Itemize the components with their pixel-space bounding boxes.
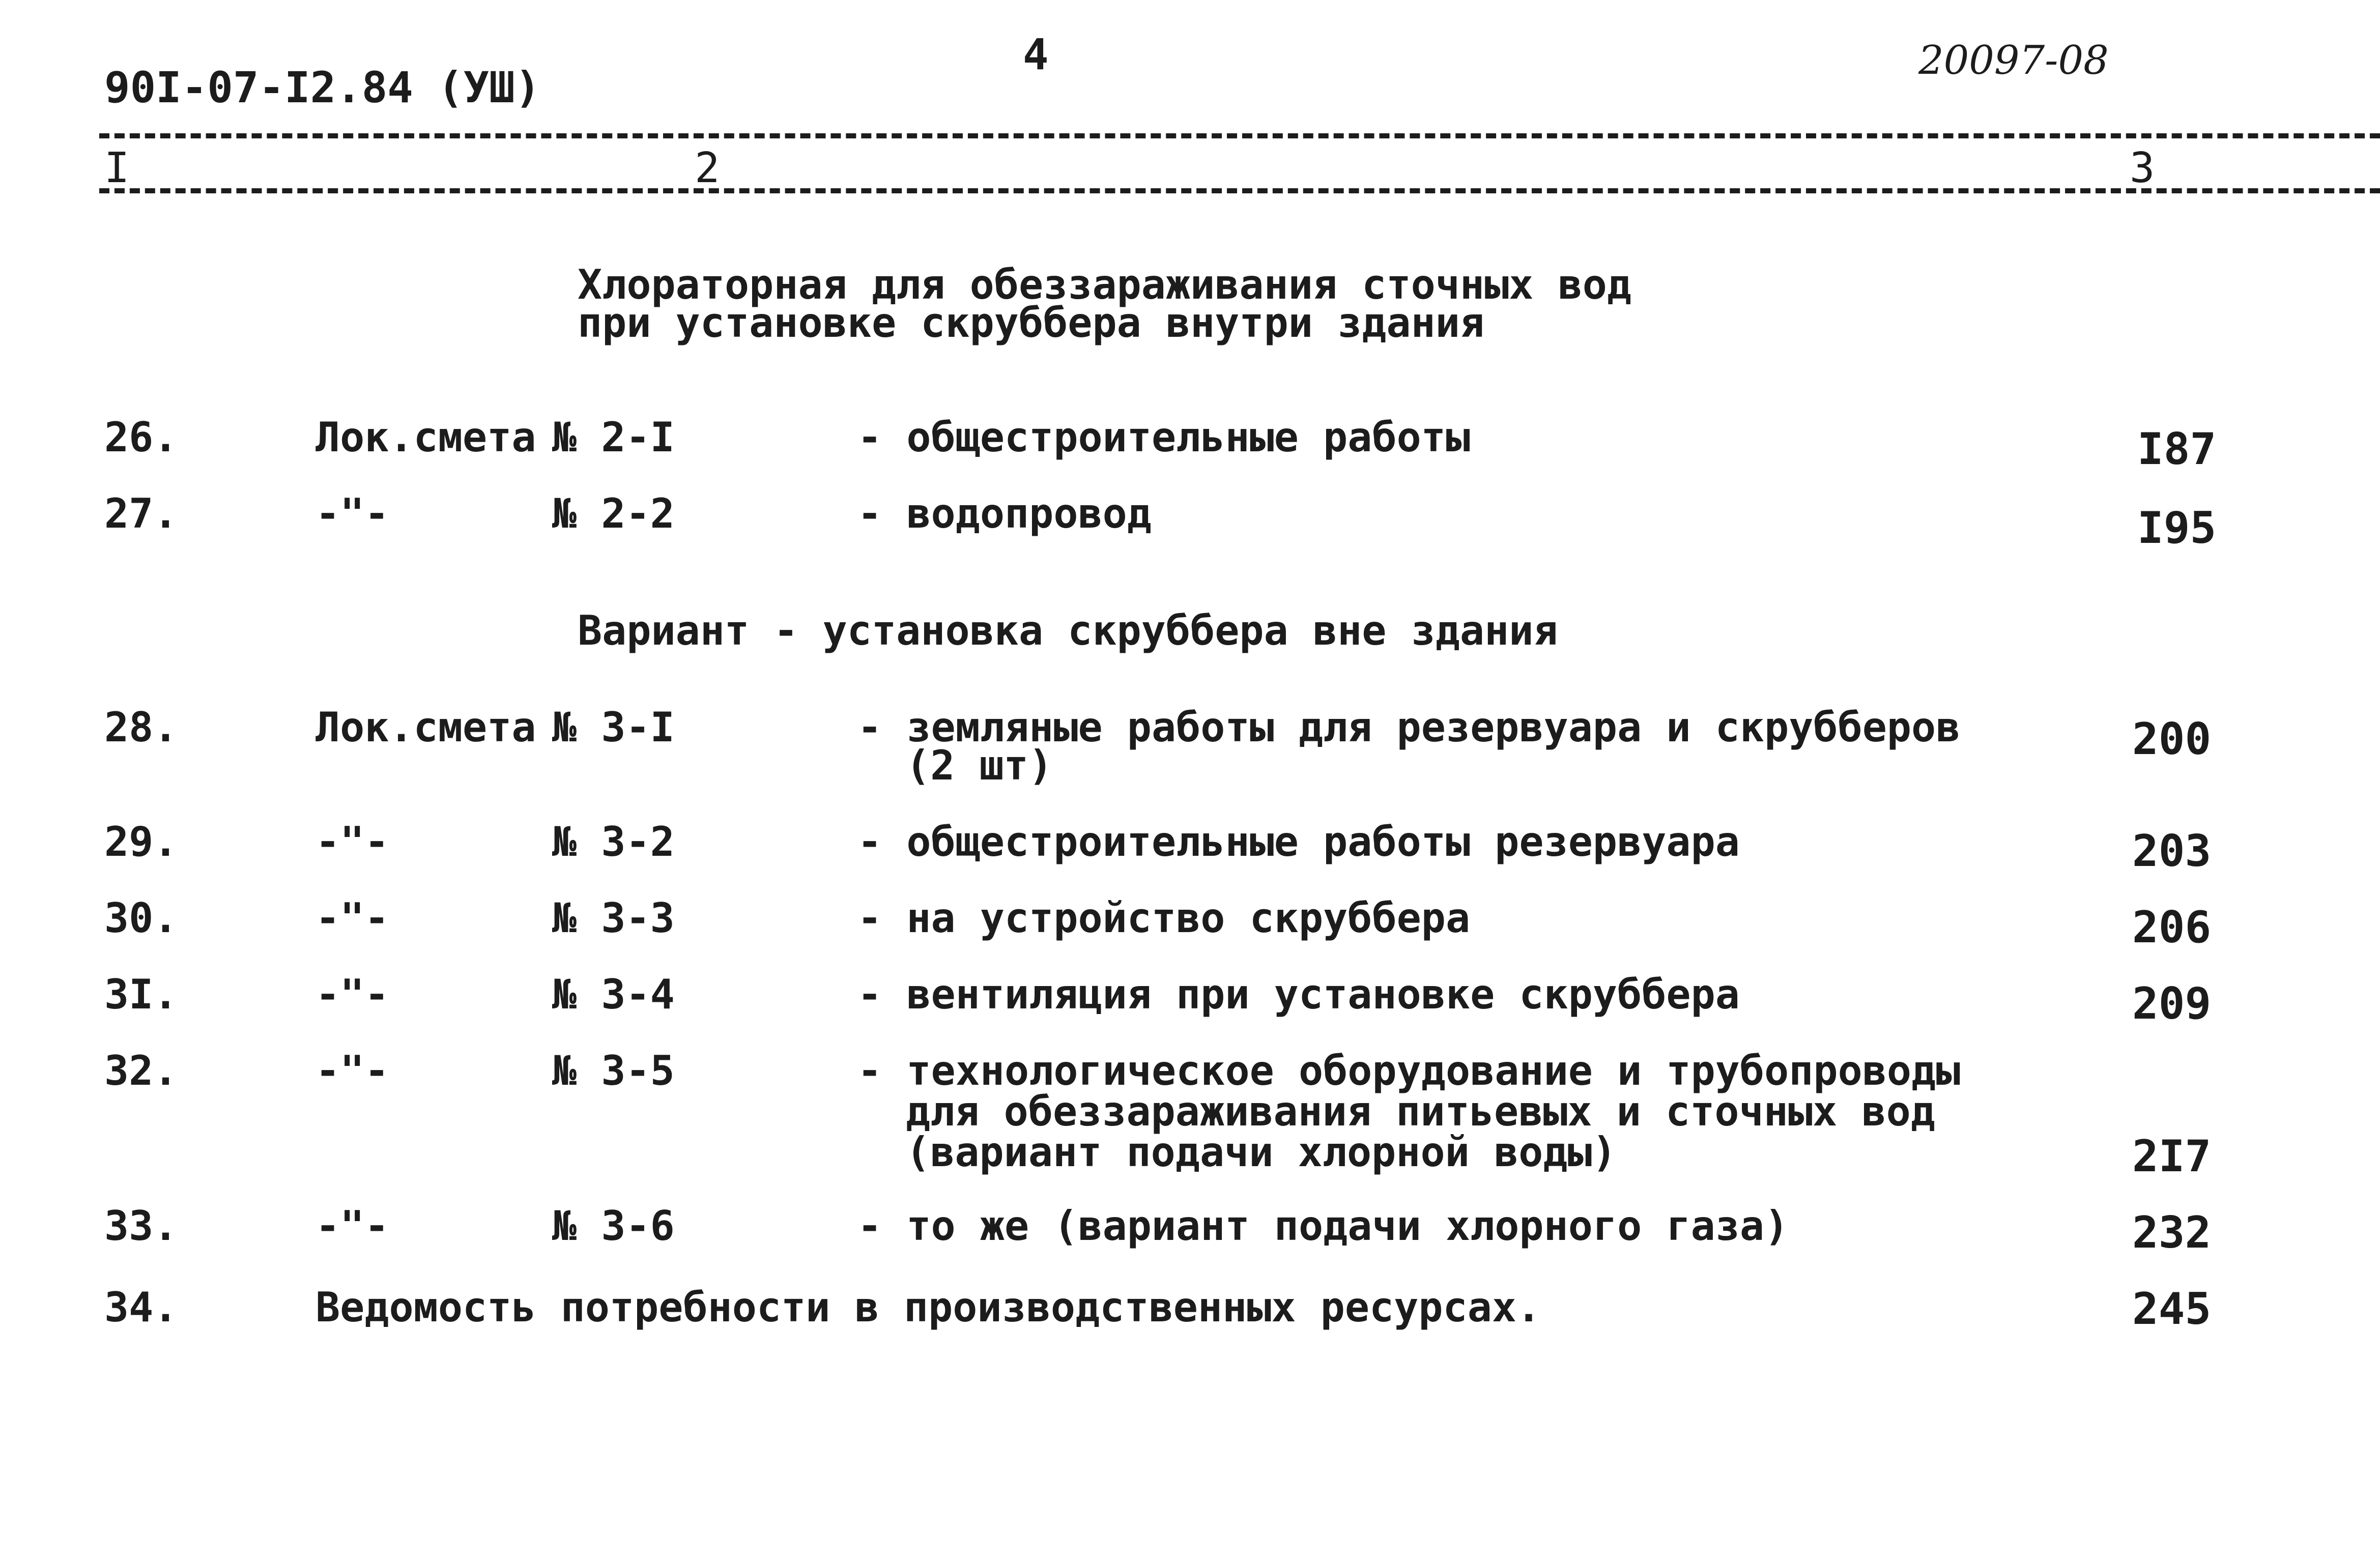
item-number: 33.: [104, 1202, 178, 1250]
item-description: - земляные работы для резервуара и скрубберов: [857, 704, 1961, 751]
item-number: 27.: [104, 490, 178, 537]
item-estimate-number: № 2-I: [552, 414, 675, 461]
item-page: 232: [2132, 1207, 2212, 1258]
item-page: 245: [2132, 1284, 2212, 1335]
item-page: I95: [2137, 503, 2217, 554]
item-number: 30.: [104, 894, 178, 942]
item-description: Ведомость потребности в производственных ресурсах.: [316, 1284, 1541, 1331]
item-estimate-number: № 3-6: [552, 1202, 675, 1250]
item-description: - общестроительные работы: [857, 414, 1471, 461]
item-estimate-number: № 3-4: [552, 971, 675, 1018]
item-description: - то же (вариант подачи хлорного газа): [857, 1202, 1789, 1250]
item-description: - вентиляция при установке скрубберa: [857, 971, 1740, 1018]
item-description: - общестроительные работы резервуара: [857, 818, 1740, 865]
item-description: - технологическое оборудование и трубопроводы: [857, 1047, 1961, 1094]
section-title-line: при установке скрубберa внутри здания: [578, 299, 1485, 346]
item-document: -"-: [316, 490, 389, 537]
section-title-line: Вариант - установка скрубберa вне здания: [578, 607, 1558, 654]
item-document: -"-: [316, 1202, 389, 1250]
item-page: 209: [2132, 978, 2212, 1029]
item-number: 34.: [104, 1284, 178, 1331]
handwritten-code: 20097-08: [1918, 38, 2109, 83]
item-number: 28.: [104, 704, 178, 751]
document-code: 90I-07-I2.84: [104, 63, 413, 112]
column-number-3: 3: [2130, 144, 2155, 192]
item-description-continued: для обеззараживания питьевых и сточных вод: [906, 1088, 1935, 1135]
dashed-rule-bottom: [99, 188, 2380, 193]
item-number: 3I.: [104, 971, 178, 1018]
item-document: -"-: [316, 818, 389, 865]
column-number-2: 2: [695, 144, 720, 192]
item-description: - водопровод: [857, 490, 1152, 537]
item-estimate-number: № 3-2: [552, 818, 675, 865]
page-number: 4: [1023, 30, 1049, 79]
item-page: I87: [2137, 424, 2217, 475]
item-number: 32.: [104, 1047, 178, 1094]
item-page: 206: [2132, 902, 2212, 953]
item-document: Лок.смета: [316, 414, 536, 461]
item-number: 26.: [104, 414, 178, 461]
item-document: -"-: [316, 971, 389, 1018]
item-page: 2I7: [2132, 1131, 2212, 1182]
item-document: -"-: [316, 1047, 389, 1094]
section-title-line: Хлораторная для обеззараживания сточных вод: [578, 261, 1632, 308]
item-estimate-number: № 3-5: [552, 1047, 675, 1094]
item-estimate-number: № 3-I: [552, 704, 675, 751]
item-description-continued: (2 шт): [906, 742, 1053, 789]
column-number-1: I: [104, 144, 130, 192]
document-part: (УШ): [438, 63, 541, 112]
dashed-rule-top: [99, 133, 2380, 138]
item-document: Лок.смета: [316, 704, 536, 751]
item-estimate-number: № 3-3: [552, 894, 675, 942]
item-description: - на устройство скрубберa: [857, 894, 1471, 942]
item-document: -"-: [316, 894, 389, 942]
item-estimate-number: № 2-2: [552, 490, 675, 537]
item-page: 200: [2132, 714, 2212, 765]
item-page: 203: [2132, 826, 2212, 877]
item-number: 29.: [104, 818, 178, 865]
item-description-continued: (вариант подачи хлорной воды): [906, 1129, 1617, 1176]
